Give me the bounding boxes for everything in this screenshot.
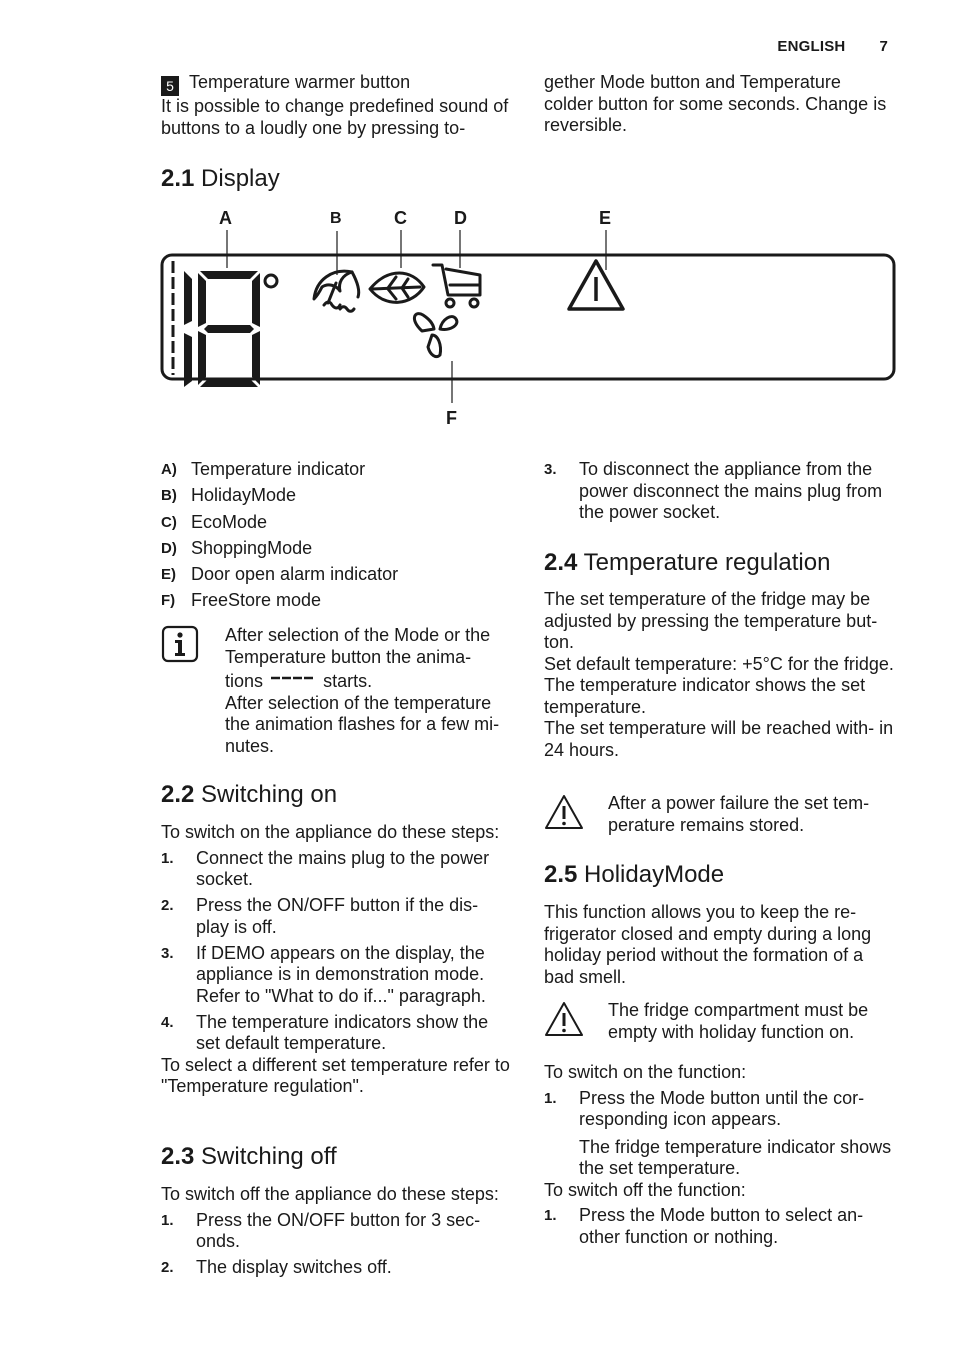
label-d: D xyxy=(454,208,467,228)
list-item: 1. Connect the mains plug to the power socket. xyxy=(161,847,490,889)
list-item: 4. The temperature indicators show the set default temperature. xyxy=(161,1011,489,1053)
info-icon-wrap xyxy=(161,625,225,757)
label-a: A xyxy=(219,208,232,228)
switching-on-heading: 2.2 Switching on xyxy=(161,781,338,808)
freestore-fan-icon xyxy=(414,314,456,357)
holiday-heading: 2.5 HolidayMode xyxy=(544,861,725,888)
holiday-warning-text: The fridge compartment must be empty with holiday function on. xyxy=(608,1000,869,1042)
holiday-steps xyxy=(544,1062,896,1253)
display-heading-title: Display xyxy=(201,165,280,192)
legend-item: F) FreeStore mode xyxy=(161,590,322,611)
intro-right-text: gether Mode button and Temperature colder button for some seconds. Change is reversible. xyxy=(544,72,887,135)
info-note xyxy=(161,625,511,757)
holiday-on-intro: To switch on the function: xyxy=(544,1062,747,1082)
intro-left-text: It is possible to change predefined sound of buttons to a loudly one by pressing to- xyxy=(161,96,509,138)
info-line3: After selection of the temperature the animation flashes for a few mi- nutes. xyxy=(225,692,500,756)
holiday-on-step-note: The fridge temperature indicator shows the set temperature. xyxy=(579,1136,892,1178)
list-item: 1. Press the Mode button to select an- other function or nothing. xyxy=(544,1205,864,1247)
section-label: ENGLISH xyxy=(777,38,846,55)
warning-triangle-icon xyxy=(569,261,623,309)
intro-left xyxy=(161,72,511,139)
page-number: 7 xyxy=(879,38,888,55)
switching-off-intro: To switch off the appliance do these steps: xyxy=(161,1184,499,1204)
info-line2-pre: tions xyxy=(225,671,264,691)
page-header xyxy=(777,38,888,55)
display-heading-num: 2.1 xyxy=(161,165,195,192)
list-item: 1. Press the ON/OFF button for 3 sec- onds. xyxy=(161,1209,481,1251)
temp-warning-text: After a power failure the set tem- perature remains stored. xyxy=(608,793,870,835)
list-item: 1. Press the Mode button until the cor- responding icon appears. xyxy=(544,1087,865,1129)
info-icon xyxy=(161,625,199,663)
info-line2-post: starts. xyxy=(323,671,373,691)
list-item: 2. The display switches off. xyxy=(161,1257,392,1277)
holiday-p1: This function allows you to keep the re- frigerator closed and empty during a long holiday period without the formation of a bad smell. xyxy=(544,902,872,987)
legend-list xyxy=(161,459,511,617)
info-line1: After selection of the Mode or the Temperature button the anima- xyxy=(225,625,491,667)
holiday-warning-note xyxy=(544,1000,896,1043)
digit-one xyxy=(184,271,192,387)
label-c: C xyxy=(394,208,407,228)
display-diagram xyxy=(150,225,910,410)
list-item: 3. If DEMO appears on the display, the appliance is in demonstration mode. Refer to "What to do if..." paragraph. xyxy=(161,942,486,1006)
display-heading xyxy=(161,165,280,193)
intro-right xyxy=(544,72,894,137)
legend-item: A) Temperature indicator xyxy=(161,459,366,479)
temp-regulation-p3: The temperature indicator shows the set temperature. xyxy=(544,675,866,717)
switching-off-continued xyxy=(544,459,894,528)
key-number-badge: 5 xyxy=(161,76,179,96)
list-item: 3. To disconnect the appliance from the power disconnect the mains plug from the power socket. xyxy=(544,459,883,522)
digit-eight xyxy=(198,271,260,387)
temp-regulation-heading: 2.4 Temperature regulation xyxy=(544,549,831,576)
shopping-cart-icon xyxy=(433,265,480,307)
dash-animation-icon xyxy=(270,675,316,685)
legend-item: C) EcoMode xyxy=(161,511,268,532)
switching-off-heading: 2.3 Switching off xyxy=(161,1143,337,1170)
legend-item: D) ShoppingMode xyxy=(161,537,313,558)
switching-on-body xyxy=(161,822,511,1098)
label-e: E xyxy=(599,208,612,228)
holiday-body xyxy=(544,902,896,988)
holiday-off-intro: To switch off the function: xyxy=(544,1179,746,1200)
legend-item: E) Door open alarm indicator xyxy=(161,564,399,585)
warning-icon xyxy=(544,1000,584,1038)
temp-regulation-body xyxy=(544,589,896,761)
warning-icon xyxy=(544,793,584,831)
holiday-umbrella-icon xyxy=(314,271,359,311)
degree-symbol xyxy=(265,275,277,287)
label-f: F xyxy=(446,408,457,428)
label-b: B xyxy=(330,210,342,227)
list-item: 2. Press the ON/OFF button if the dis- play is off. xyxy=(161,895,479,937)
key-label: Temperature warmer button xyxy=(189,72,411,92)
temp-warning-note xyxy=(544,793,896,836)
switching-on-intro: To switch on the appliance do these steps: xyxy=(161,822,500,842)
switching-on-outro: To select a different set temperature refer to "Temperature regulation". xyxy=(161,1054,510,1096)
temp-regulation-p1: The set temperature of the fridge may be adjusted by pressing the temperature but- ton. xyxy=(544,589,878,652)
legend-item: B) HolidayMode xyxy=(161,485,297,506)
temp-regulation-p4: The set temperature will be reached with- in 24 hours. xyxy=(544,718,894,760)
eco-leaf-icon xyxy=(370,273,424,302)
switching-off-body xyxy=(161,1184,511,1283)
temp-regulation-p2: Set default temperature: +5°C for the fridge. xyxy=(544,653,894,674)
